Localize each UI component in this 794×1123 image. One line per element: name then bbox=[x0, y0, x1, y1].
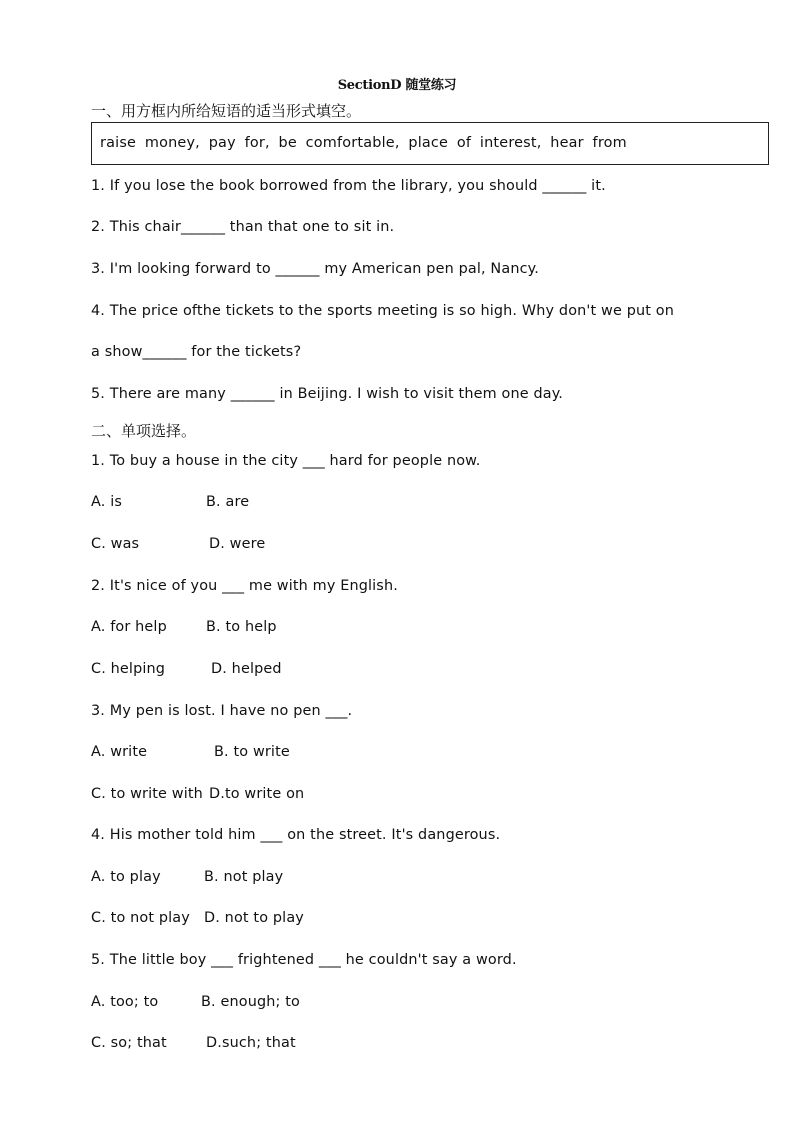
choice-question-2-option-a: A. for help bbox=[91, 619, 167, 635]
choice-question-4-stem: 4. His mother told him ___ on the street. It's dangerous. bbox=[91, 827, 501, 843]
fill-question-4: 4. The price ofthe tickets to the sports meeting is so high. Why don't we put on bbox=[91, 303, 674, 319]
choice-question-1-stem: 1. To buy a house in the city ___ hard for people now. bbox=[91, 453, 481, 469]
choice-question-4-option-a: A. to play bbox=[91, 869, 161, 885]
part1-heading: 一、用方框内所给短语的适当形式填空。 bbox=[91, 102, 362, 120]
choice-question-3-option-a: A. write bbox=[91, 744, 148, 760]
choice-question-5-option-c: C. so; that bbox=[91, 1035, 167, 1051]
choice-question-3-option-b: B. to write bbox=[214, 744, 290, 760]
choice-question-5-option-a: A. too; to bbox=[91, 994, 159, 1010]
choice-question-2-option-b: B. to help bbox=[206, 619, 277, 635]
choice-question-2-option-d: D. helped bbox=[211, 661, 282, 677]
page-title: SectionD 随堂练习 bbox=[337, 78, 457, 93]
phrase-box bbox=[91, 122, 769, 165]
choice-question-1-option-b: B. are bbox=[206, 494, 250, 510]
choice-question-5-option-d: D.such; that bbox=[206, 1035, 296, 1051]
choice-question-2-stem: 2. It's nice of you ___ me with my English. bbox=[91, 578, 398, 594]
choice-question-4-option-c: C. to not play bbox=[91, 910, 190, 926]
choice-question-5-option-b: B. enough; to bbox=[201, 994, 300, 1010]
choice-question-2-option-c: C. helping bbox=[91, 661, 166, 677]
fill-question-4-continued: a show______ for the tickets? bbox=[91, 344, 302, 360]
choice-question-4-option-d: D. not to play bbox=[204, 910, 304, 926]
fill-question-2: 2. This chair______ than that one to sit in. bbox=[91, 219, 395, 235]
part2-heading: 二、单项选择。 bbox=[91, 422, 197, 440]
choice-question-1-option-d: D. were bbox=[209, 536, 266, 552]
choice-question-3-option-d: D.to write on bbox=[209, 786, 305, 802]
fill-question-5: 5. There are many ______ in Beijing. I wish to visit them one day. bbox=[91, 386, 564, 402]
choice-question-1-option-a: A. is bbox=[91, 494, 122, 510]
choice-question-4-option-b: B. not play bbox=[204, 869, 284, 885]
choice-question-3-option-c: C. to write with bbox=[91, 786, 203, 802]
phrase-list: raise money, pay for, be comfortable, place of interest, hear from bbox=[100, 135, 627, 151]
choice-question-5-stem: 5. The little boy ___ frightened ___ he couldn't say a word. bbox=[91, 952, 517, 968]
choice-question-3-stem: 3. My pen is lost. I have no pen ___. bbox=[91, 703, 353, 719]
fill-question-1: 1. If you lose the book borrowed from the library, you should ______ it. bbox=[91, 178, 606, 194]
choice-question-1-option-c: C. was bbox=[91, 536, 140, 552]
fill-question-3: 3. I'm looking forward to ______ my American pen pal, Nancy. bbox=[91, 261, 539, 277]
